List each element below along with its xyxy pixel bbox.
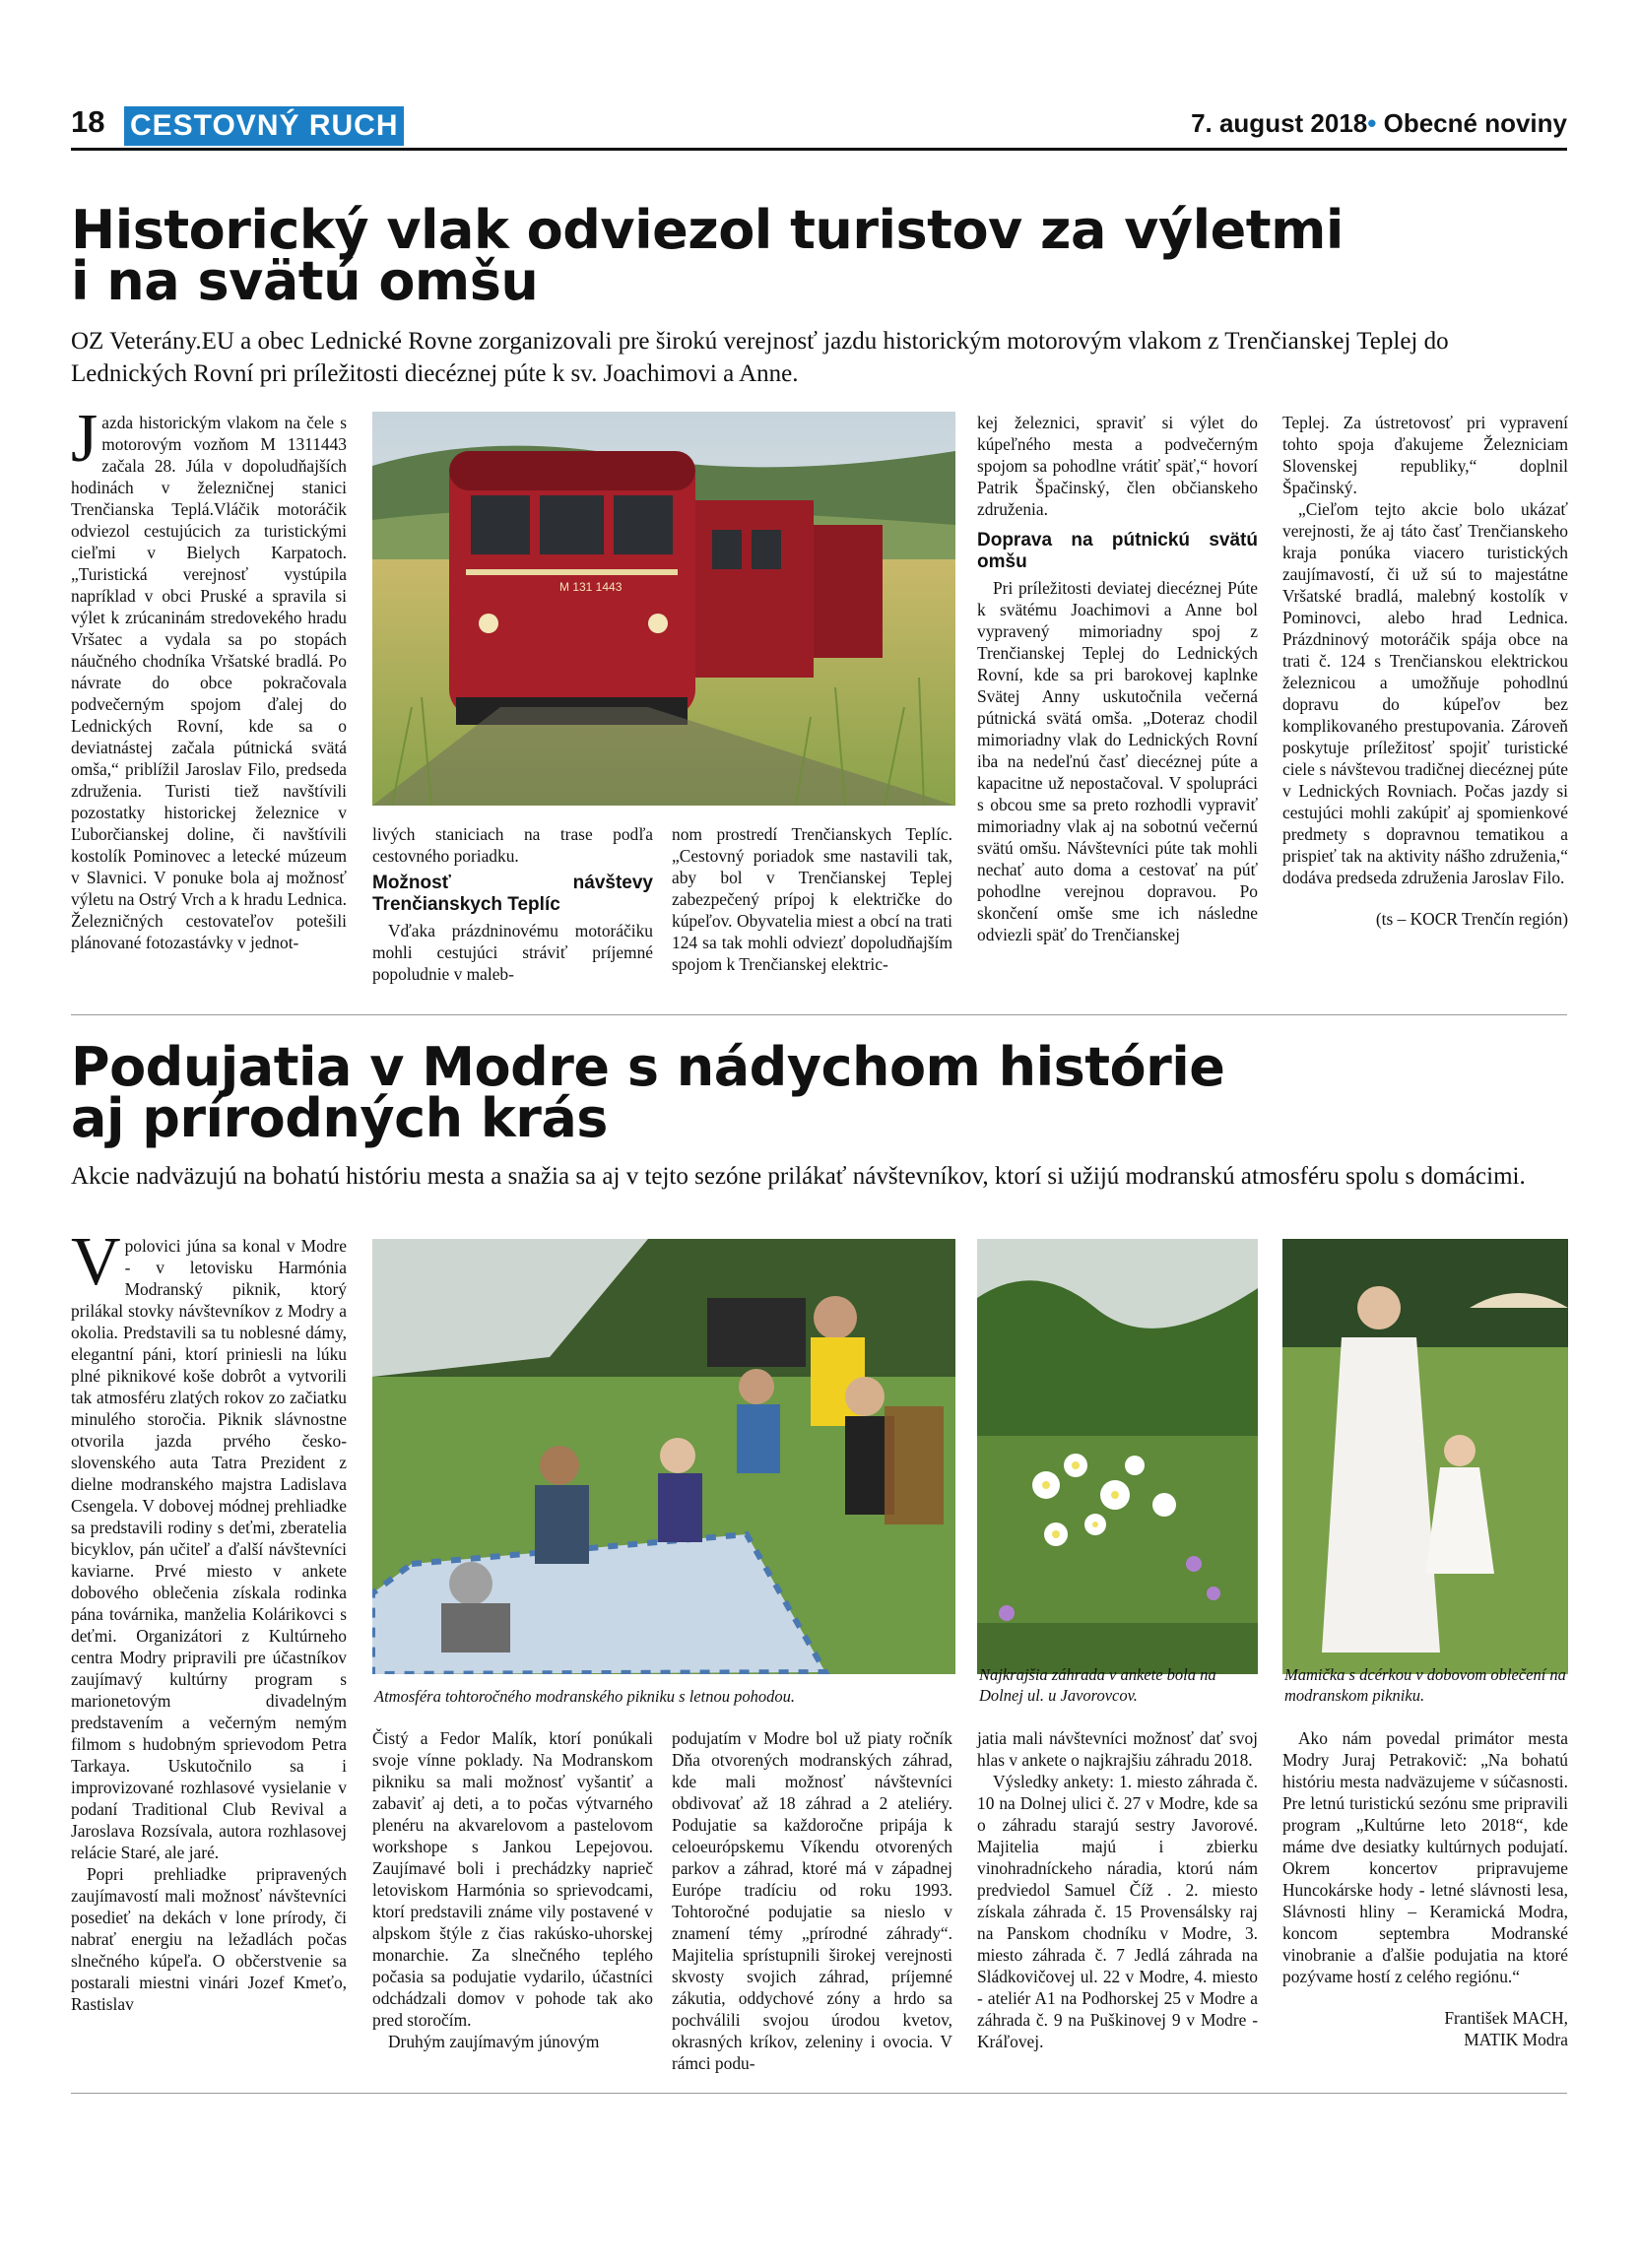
- paragraph: podujatím v Modre bol už piaty ročník Dňa otvorených modranských záhrad, kde mali možnosť návštevníci obdivovať až 18 záhrad a 2 ateliéry. Podujatie sa každoročne pripája k celoeurópskemu Víkendu otvorených parkov a záhrad, ktoré má v západnej Európe tradíciu od roku 1993. Tohtoročné podujatie sa nieslo v znamení témy „prírodné záhrady“. Majitelia sprístupnili širokej verejnosti skvosty svojich záhrad, príjemné zákutia, oddychové zóny a hrdo sa pochválili svojou úrodou kvetov, okrasných kríkov, zeleniny i ovocia. V rámci podu-: [672, 1728, 952, 2073]
- mother-daughter-photo: [1282, 1239, 1568, 1674]
- article1-col2: [372, 823, 653, 985]
- garden-illustration: [977, 1239, 1258, 1674]
- subheading: Doprava na pútnickú svätú omšu: [977, 530, 1258, 572]
- paragraph: jatia mali návštevníci možnosť dať svoj hlas v ankete o najkrajšiu záhradu 2018.: [977, 1728, 1258, 1770]
- headline-line: i na svätú omšu: [71, 250, 539, 312]
- headline-line: Historický vlak odviezol turistov za výletmi: [71, 199, 1344, 261]
- article1-lead: OZ Veterány.EU a obec Lednické Rovne zorganizovali pre širokú verejnosť jazdu historickým motorovým vlakom z Trenčianskej Teplej do Lednických Rovní pri príležitosti diecéznej púte k sv. Joachimovi a Anne.: [71, 328, 1449, 387]
- paragraph: polovici júna sa konal v Modre - v letovisku Harmónia Modranský piknik, ktorý prilákal stovky návštevníkov z Modry a okolia. Predstavili sa tu noblesné dámy, elegantní páni, ktorí priniesli na lúku plné piknikové koše dobrôt a vytvorili tak atmosféru zlatých rokov zo začiatku minulého storočia. Piknik slávnostne otvorila jazda prvého česko-slovenského auta Tatra Prezident z dielne modranského majstra Ladislava Csengela. V dobovej módnej prehliadke sa predstavili rodiny s deťmi, zberatelia bicyklov, pán učiteľ a ďalší návštevníci kaviarne. Prvé miesto v ankete dobového oblečenia získala rodinka pána továrnika, manželia Kolárikovci s deťmi. Organizátori z Kultúrneho centra Modry pripravili pre účastníkov zaujímavý kultúrny program s marionetovým divadelným predstavením a večerným nemým filmom s hudobným sprievodom Petra Tarkaya. Uskutočnilo sa i improvizované rozhlasové vysielanie v podaní Traditional Club Revival a Jaroslava Rozsívala, autora rozhlasovej relácie Staré, ale jaré.: [71, 1236, 347, 1862]
- paragraph: kej železnici, spraviť si výlet do kúpeľného mesta a podvečerným spojom sa pohodlne vrátiť späť,“ hovorí Patrik Špačinský, člen občianskeho združenia.: [977, 413, 1258, 519]
- bottom-rule: [71, 2093, 1567, 2094]
- picnic-illustration: [372, 1239, 955, 1674]
- paragraph: Teplej. Za ústretovosť pri vypravení tohto spoja ďakujeme Železniciam Slovenskej republiky,“ doplnil Špačinský.: [1282, 413, 1568, 497]
- paragraph: Výsledky ankety: 1. miesto záhrada č. 10 na Dolnej ulici č. 27 v Modre, kde sa o záhradu starajú sestry Javorové. Majitelia majú i zbierku vinohradníckeho náradia, ktorú nám predviedol Samuel Číž . 2. miesto získala záhrada č. 15 Provensálsky raj na Panskom chodníku v Modre, 3. miesto záhrada č. 7 Jedlá záhrada na Sládkovičovej ul. 22 v Modre, 4. miesto - ateliér A1 na Podhorskej 25 v Modre a záhrada č. 9 na Puškinovej 9 v Modre - Kráľovej.: [977, 1772, 1258, 2051]
- paragraph: nom prostredí Trenčianskych Teplíc. „Cestovný poriadok sme nastavili tak, aby bol v Trenčianskej Teplej zabezpečený prípoj k električke do kúpeľov. Obyvatelia miest a obcí na trati 124 sa tak mohli odviezť dopoludňajším spojom k Trenčianskej elektric-: [672, 824, 952, 974]
- paragraph: azda historickým vlakom na čele s motorovým vozňom M 1311443 začala 28. Júla v dopoludňajších hodinách v železničnej stanici Trenčianska Teplá.Vláčik motoráčik odviezol cestujúcich za turistickými cieľmi v Bielych Karpatoch. „Turistická verejnosť vystúpila napríklad v obci Pruské a spravila si výlet k zrúcaninám stredovekého hradu Vršatec a vydala sa po stopách náučného chodníka Vršatské bradlá. Po návrate do obce pokračovala podvečerným spojom ďalej do Lednických Rovní, kde sa o deviatnástej začala pútnická svätá omša,“ priblížil Jaroslav Filo, predseda združenia. Turisti tiež navštívili pozostatky historickej železnice v Ľuborčianskej doline, či navštívili kostolík Pominovec a letecké múzeum v Slavnici. V ponuke bola aj možnosť výletu na Ostrý Vrch a k hradu Lednica. Železničných cestovateľov potešili plánované fotozastávky v jednot-: [71, 413, 347, 952]
- paragraph: livých staniciach na trase podľa cestovného poriadku.: [372, 824, 653, 866]
- article2-col1: [71, 1224, 347, 2015]
- signature-name: František MACH,: [1444, 2008, 1568, 2028]
- train-number: M 131 1443: [559, 580, 623, 594]
- signature-org: MATIK Modra: [1464, 2030, 1568, 2049]
- signature: (ts – KOCR Trenčín región): [1375, 909, 1568, 929]
- paragraph: Pri príležitosti deviatej diecéznej Púte k svätému Joachimovi a Anne bol vypravený mimoriadny spoj z Trenčianskej Teplej do Lednických Rovní, kde sa pri barokovej kaplnke Svätej Anny uskutočnila večerná pútnická svätá omša. „Doteraz chodil mimoriadny vlak do Lednických Rovní iba na nedeľnú časť diecéznej púte a kapacitne už nepostačoval. V spolupráci s obcou sme sa preto rozhodli vypraviť mimoriadny vlak aj na sobotnú večernú svätú omšu. Návštevníci púte tak mohli nechať auto doma a cestovať na púť pohodlne verejnou dopravou. Po skončení omše sme ich následne odviezli späť do Trenčianskej: [977, 578, 1258, 944]
- paragraph: Druhým zaujímavým júnovým: [388, 2032, 600, 2051]
- article1-headline: [71, 199, 1344, 312]
- header-rule: [71, 148, 1567, 151]
- section-label: CESTOVNÝ RUCH: [124, 106, 404, 146]
- paragraph: „Cieľom tejto akcie bolo ukázať verejnosti, že aj táto časť Trenčianskeho kraja ponúka viacero turistických zaujímavostí, či už sú to majestátne Vršatské bradlá, malebný kostolík v Pominovci, alebo hrad Lednica. Prázdninový motoráčik spája obce na trati č. 124 s Trenčianskou elektrickou železnicou a umožňuje pohodlnú dopravu do kúpeľov bez komplikovaného prestupovania. Zároveň poskytuje príležitosť spojiť turistické ciele s návštevou tradičnej diecéznej púte v Lednických Rovniach. Počas jazdy si cestujúci mohli zakúpiť aj spomienkové predmety s dopravnou tematikou a prispieť tak na aktivity nášho združenia,“ dodáva predseda združenia Jaroslav Filo.: [1282, 499, 1568, 887]
- issue-info: [1191, 108, 1567, 139]
- train-photo: [372, 412, 955, 806]
- paragraph: Popri prehliadke pripravených zaujímavostí mali možnosť návštevníci posedieť na dekách v lone prírody, či nabrať energiu na ležadlách počas slnečného kúpeľa. O občerstvenie sa postarali miestni vinári Jozef Kmeťo, Rastislav: [71, 1864, 347, 2014]
- article2-col3: [672, 1727, 952, 2074]
- subheading: Možnosť návštevy Trenčianskych Teplíc: [372, 873, 653, 915]
- article2-col4: [977, 1727, 1258, 2052]
- photo-caption: Mamička s dcérkou v dobovom oblečení na modranskom pikniku.: [1284, 1665, 1566, 1705]
- article1-col5: [1282, 412, 1568, 930]
- article1-col4: [977, 412, 1258, 945]
- photo-caption: Najkrajšia záhrada v ankete bola na Dolnej ul. u Javorovcov.: [979, 1665, 1216, 1705]
- article2-col2: [372, 1727, 653, 2052]
- picnic-photo: [372, 1239, 955, 1674]
- mother-daughter-illustration: [1282, 1239, 1568, 1674]
- issue-date: 7. august 2018: [1191, 108, 1368, 138]
- paper-name: Obecné noviny: [1383, 108, 1567, 138]
- headline-line: Podujatia v Modre s nádychom histórie: [71, 1036, 1225, 1098]
- article-separator: [71, 1014, 1567, 1015]
- bullet: •: [1367, 108, 1377, 138]
- garden-photo: [977, 1239, 1258, 1674]
- article2-col5: [1282, 1727, 1568, 2050]
- dropcap: V: [71, 1224, 121, 1300]
- paragraph: Ako nám povedal primátor mesta Modry Juraj Petrakovič: „Na bohatú históriu mesta nadväzujeme v súčasnosti. Pre letnú turistickú sezónu sme pripravili program „Kultúrne leto 2018“, kde máme dve desiatky kultúrnych podujatí. Okrem koncertov pripravujeme Huncokárske hody - letné slávnosti lesa, Slávnosti hliny – Keramická Modra, koncom septembra Modranské vinobranie a ďalšie podujatia na ktoré pozývame hostí z celého regiónu.“: [1282, 1728, 1568, 1986]
- photo-caption: Atmosféra tohtoročného modranského pikniku s letnou pohodou.: [374, 1687, 795, 1706]
- paragraph: Vďaka prázdninovému motoráčiku mohli cestujúci stráviť príjemné popoludnie v maleb-: [372, 921, 653, 984]
- paragraph: Čistý a Fedor Malík, ktorí ponúkali svoje vínne poklady. Na Modranskom pikniku sa mali možnosť vyšantiť a zabaviť aj deti, a to počas výtvarného plenéru na akvarelovom a pastelovom workshope s Jankou Lepejovou. Zaujímavé boli i prechádzky naprieč letoviskom Harmónia so sprievodcami, ktorí predstavili známe vily postavené v alpskom štýle z čias rakúsko-uhorskej monarchie. Za slnečného teplého počasia sa podujatie vydarilo, účastníci odchádzali domov v pohode tak ako pred storočím.: [372, 1728, 653, 2030]
- article2-lead: Akcie nadväzujú na bohatú históriu mesta a snažia sa aj v tejto sezóne prilákať návštevníkov, ktorí si užijú modranskú atmosféru spolu s domácimi.: [71, 1163, 1526, 1190]
- article1-col1: [71, 401, 347, 953]
- page-number: 18: [71, 104, 105, 139]
- dropcap: J: [71, 401, 98, 477]
- article1-col3: [672, 823, 952, 975]
- train-illustration: [372, 412, 955, 806]
- headline-line: aj prírodných krás: [71, 1087, 608, 1149]
- article2-headline: [71, 1036, 1225, 1149]
